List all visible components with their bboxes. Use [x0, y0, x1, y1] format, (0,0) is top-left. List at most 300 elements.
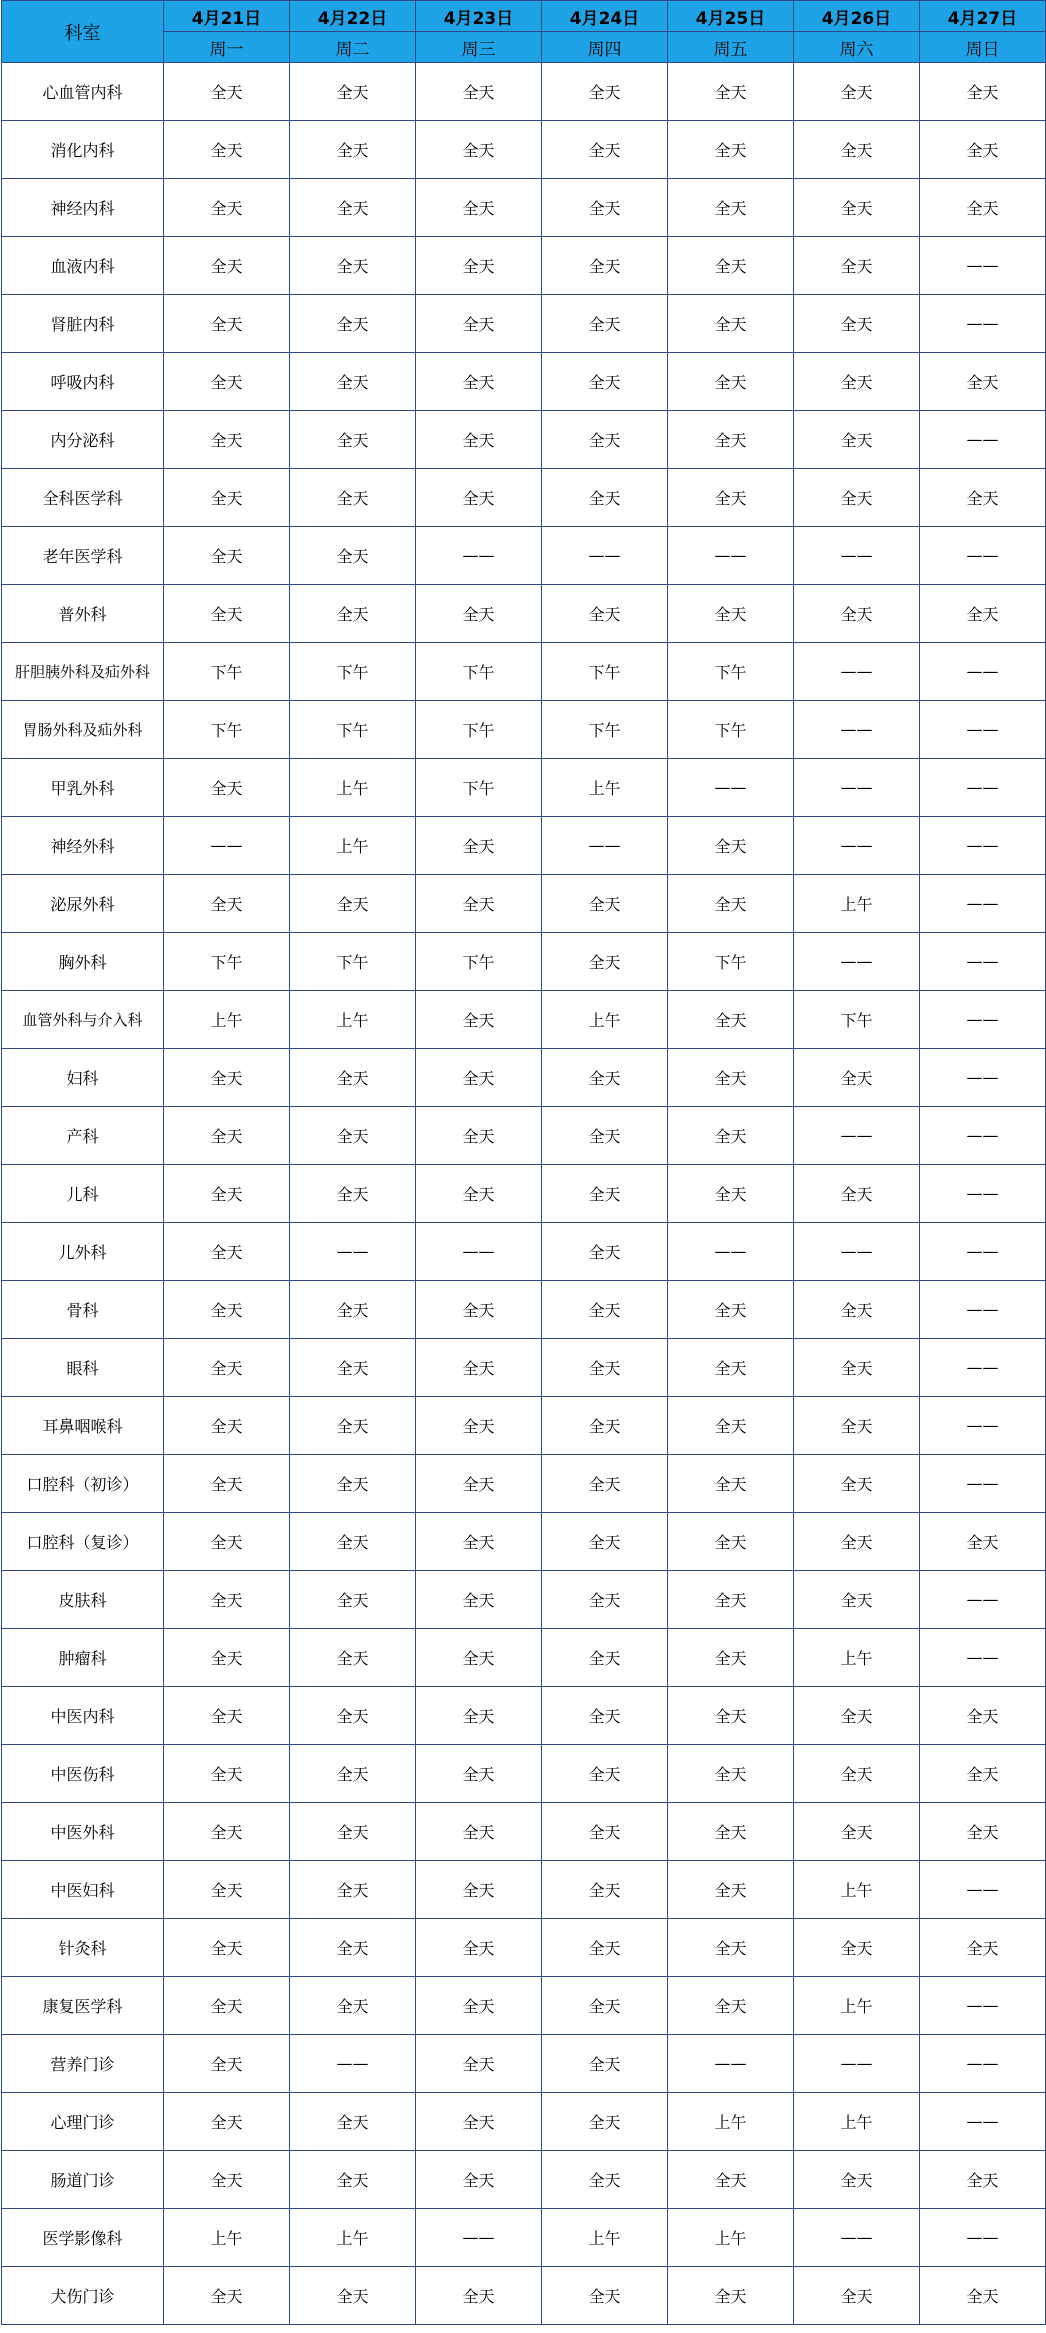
- schedule-cell: 全天: [542, 1571, 668, 1629]
- schedule-cell: 全天: [668, 1281, 794, 1339]
- schedule-cell: ——: [794, 2209, 920, 2267]
- schedule-cell: 全天: [542, 1629, 668, 1687]
- schedule-cell: 全天: [164, 1687, 290, 1745]
- schedule-cell: 全天: [416, 817, 542, 875]
- schedule-cell: 全天: [164, 1803, 290, 1861]
- table-row: [2, 1629, 1046, 1687]
- schedule-cell: 全天: [668, 1803, 794, 1861]
- schedule-cell: 全天: [794, 295, 920, 353]
- department-name: 肝胆胰外科及疝外科: [2, 643, 164, 701]
- schedule-cell: 全天: [290, 353, 416, 411]
- schedule-cell: 全天: [416, 237, 542, 295]
- table-row: [2, 759, 1046, 817]
- schedule-cell: 全天: [920, 1687, 1046, 1745]
- schedule-cell: 全天: [668, 353, 794, 411]
- schedule-cell: 全天: [290, 2093, 416, 2151]
- schedule-cell: 全天: [290, 295, 416, 353]
- schedule-cell: ——: [794, 759, 920, 817]
- table-row: [2, 295, 1046, 353]
- schedule-cell: 全天: [164, 237, 290, 295]
- schedule-cell: 全天: [668, 295, 794, 353]
- schedule-cell: 上午: [542, 759, 668, 817]
- schedule-cell: 全天: [542, 1223, 668, 1281]
- date-header: 4月21日: [164, 1, 290, 32]
- schedule-cell: 全天: [290, 2151, 416, 2209]
- schedule-cell: 上午: [794, 1861, 920, 1919]
- table-row: [2, 817, 1046, 875]
- table-row: [2, 1223, 1046, 1281]
- table-body: [2, 63, 1046, 2325]
- schedule-cell: ——: [542, 817, 668, 875]
- schedule-cell: 全天: [290, 585, 416, 643]
- schedule-cell: ——: [920, 2093, 1046, 2151]
- schedule-cell: 全天: [668, 585, 794, 643]
- department-name: 中医妇科: [2, 1861, 164, 1919]
- schedule-cell: 全天: [794, 2151, 920, 2209]
- schedule-cell: 全天: [164, 1977, 290, 2035]
- department-name: 神经内科: [2, 179, 164, 237]
- department-name: 全科医学科: [2, 469, 164, 527]
- schedule-cell: 全天: [290, 1629, 416, 1687]
- department-name: 肾脏内科: [2, 295, 164, 353]
- schedule-cell: ——: [920, 411, 1046, 469]
- schedule-cell: 全天: [668, 1919, 794, 1977]
- schedule-cell: 全天: [290, 469, 416, 527]
- schedule-cell: 全天: [920, 585, 1046, 643]
- schedule-cell: 全天: [794, 1571, 920, 1629]
- schedule-cell: 全天: [416, 1919, 542, 1977]
- table-row: [2, 1281, 1046, 1339]
- schedule-cell: 全天: [416, 1049, 542, 1107]
- schedule-cell: 全天: [164, 179, 290, 237]
- schedule-cell: 下午: [668, 643, 794, 701]
- schedule-cell: 全天: [542, 63, 668, 121]
- schedule-cell: 全天: [542, 1687, 668, 1745]
- schedule-cell: 全天: [416, 63, 542, 121]
- schedule-cell: 全天: [164, 1049, 290, 1107]
- schedule-cell: 全天: [920, 63, 1046, 121]
- table-row: [2, 2035, 1046, 2093]
- schedule-cell: ——: [920, 1223, 1046, 1281]
- schedule-cell: 全天: [416, 1861, 542, 1919]
- schedule-cell: ——: [920, 2035, 1046, 2093]
- schedule-cell: 上午: [290, 991, 416, 1049]
- schedule-cell: 全天: [542, 1861, 668, 1919]
- department-column-header: 科室: [2, 1, 164, 63]
- table-row: [2, 585, 1046, 643]
- department-name: 中医伤科: [2, 1745, 164, 1803]
- table-row: [2, 1397, 1046, 1455]
- schedule-cell: 下午: [164, 933, 290, 991]
- schedule-cell: 下午: [416, 643, 542, 701]
- schedule-cell: 全天: [920, 179, 1046, 237]
- weekday-header: 周三: [416, 32, 542, 63]
- schedule-cell: 全天: [542, 2151, 668, 2209]
- department-name: 内分泌科: [2, 411, 164, 469]
- schedule-cell: 全天: [164, 585, 290, 643]
- schedule-cell: 全天: [794, 1803, 920, 1861]
- schedule-cell: 下午: [416, 759, 542, 817]
- schedule-cell: 全天: [164, 2093, 290, 2151]
- schedule-cell: 全天: [920, 2151, 1046, 2209]
- schedule-cell: 全天: [794, 121, 920, 179]
- schedule-cell: 全天: [542, 469, 668, 527]
- table-row: [2, 353, 1046, 411]
- schedule-cell: 全天: [164, 1919, 290, 1977]
- schedule-cell: 全天: [794, 1165, 920, 1223]
- table-row: [2, 933, 1046, 991]
- table-row: [2, 2209, 1046, 2267]
- table-row: [2, 237, 1046, 295]
- table-row: [2, 1745, 1046, 1803]
- schedule-cell: 全天: [668, 1861, 794, 1919]
- table-row: [2, 2093, 1046, 2151]
- schedule-cell: 全天: [416, 411, 542, 469]
- schedule-cell: ——: [794, 817, 920, 875]
- table-row: [2, 1049, 1046, 1107]
- department-name: 肠道门诊: [2, 2151, 164, 2209]
- schedule-cell: 上午: [668, 2093, 794, 2151]
- schedule-cell: 下午: [164, 701, 290, 759]
- schedule-cell: 全天: [542, 1339, 668, 1397]
- schedule-cell: ——: [920, 991, 1046, 1049]
- schedule-cell: ——: [920, 295, 1046, 353]
- schedule-cell: 全天: [794, 63, 920, 121]
- schedule-cell: 上午: [164, 2209, 290, 2267]
- schedule-cell: 全天: [164, 875, 290, 933]
- outpatient-schedule-table: [1, 0, 1046, 2325]
- schedule-cell: 全天: [668, 237, 794, 295]
- schedule-cell: 下午: [668, 701, 794, 759]
- schedule-cell: 全天: [542, 1397, 668, 1455]
- schedule-cell: 下午: [542, 701, 668, 759]
- schedule-cell: 全天: [668, 2267, 794, 2325]
- table-row: [2, 63, 1046, 121]
- schedule-cell: 下午: [416, 933, 542, 991]
- schedule-cell: ——: [290, 2035, 416, 2093]
- schedule-cell: 全天: [416, 1339, 542, 1397]
- department-name: 骨科: [2, 1281, 164, 1339]
- schedule-cell: 全天: [794, 1049, 920, 1107]
- schedule-cell: 全天: [542, 237, 668, 295]
- schedule-cell: 全天: [290, 2267, 416, 2325]
- schedule-cell: 全天: [920, 353, 1046, 411]
- schedule-cell: 全天: [542, 2035, 668, 2093]
- table-row: [2, 1919, 1046, 1977]
- department-name: 心血管内科: [2, 63, 164, 121]
- schedule-cell: 全天: [542, 411, 668, 469]
- schedule-cell: 全天: [542, 1745, 668, 1803]
- department-name: 普外科: [2, 585, 164, 643]
- schedule-cell: 全天: [920, 1513, 1046, 1571]
- table-row: [2, 701, 1046, 759]
- schedule-cell: ——: [920, 875, 1046, 933]
- schedule-cell: 上午: [290, 817, 416, 875]
- department-name: 营养门诊: [2, 2035, 164, 2093]
- schedule-cell: 全天: [920, 1919, 1046, 1977]
- table-row: [2, 643, 1046, 701]
- table-row: [2, 1513, 1046, 1571]
- table-row: [2, 1687, 1046, 1745]
- schedule-cell: 全天: [920, 121, 1046, 179]
- schedule-cell: 全天: [668, 1629, 794, 1687]
- schedule-cell: 上午: [542, 2209, 668, 2267]
- table-row: [2, 469, 1046, 527]
- schedule-cell: 全天: [290, 1513, 416, 1571]
- schedule-cell: 全天: [416, 469, 542, 527]
- department-name: 甲乳外科: [2, 759, 164, 817]
- schedule-cell: 全天: [164, 1455, 290, 1513]
- department-name: 眼科: [2, 1339, 164, 1397]
- schedule-cell: 全天: [290, 1745, 416, 1803]
- schedule-cell: ——: [794, 933, 920, 991]
- schedule-cell: 全天: [668, 1687, 794, 1745]
- schedule-cell: ——: [794, 643, 920, 701]
- department-name: 心理门诊: [2, 2093, 164, 2151]
- schedule-cell: 全天: [542, 875, 668, 933]
- schedule-cell: 全天: [794, 353, 920, 411]
- schedule-cell: 全天: [668, 1397, 794, 1455]
- schedule-cell: ——: [920, 237, 1046, 295]
- schedule-cell: 全天: [164, 295, 290, 353]
- schedule-cell: ——: [920, 1049, 1046, 1107]
- schedule-cell: 下午: [668, 933, 794, 991]
- table-row: [2, 1571, 1046, 1629]
- schedule-cell: 全天: [290, 63, 416, 121]
- table-row: [2, 179, 1046, 237]
- schedule-cell: 全天: [794, 1397, 920, 1455]
- schedule-cell: 全天: [164, 1339, 290, 1397]
- schedule-cell: 下午: [794, 991, 920, 1049]
- schedule-cell: 全天: [290, 1803, 416, 1861]
- schedule-cell: 全天: [794, 179, 920, 237]
- department-name: 针灸科: [2, 1919, 164, 1977]
- schedule-cell: 全天: [794, 1513, 920, 1571]
- schedule-cell: 全天: [668, 1107, 794, 1165]
- table-row: [2, 1339, 1046, 1397]
- schedule-cell: ——: [794, 2035, 920, 2093]
- date-header: 4月22日: [290, 1, 416, 32]
- schedule-cell: 全天: [416, 1513, 542, 1571]
- schedule-cell: 全天: [290, 1571, 416, 1629]
- schedule-cell: 全天: [920, 1745, 1046, 1803]
- schedule-cell: 全天: [416, 1571, 542, 1629]
- schedule-cell: 全天: [416, 1629, 542, 1687]
- schedule-cell: 全天: [164, 1629, 290, 1687]
- table-row: [2, 991, 1046, 1049]
- table-row: [2, 411, 1046, 469]
- date-header: 4月26日: [794, 1, 920, 32]
- schedule-cell: ——: [920, 759, 1046, 817]
- schedule-cell: 全天: [794, 1687, 920, 1745]
- schedule-cell: 全天: [920, 2267, 1046, 2325]
- schedule-cell: ——: [668, 1223, 794, 1281]
- schedule-cell: 全天: [416, 1687, 542, 1745]
- schedule-cell: 全天: [542, 2093, 668, 2151]
- weekday-header: 周五: [668, 32, 794, 63]
- schedule-cell: 全天: [416, 875, 542, 933]
- schedule-cell: 全天: [542, 1049, 668, 1107]
- schedule-cell: 全天: [668, 121, 794, 179]
- department-name: 康复医学科: [2, 1977, 164, 2035]
- department-name: 老年医学科: [2, 527, 164, 585]
- table-row: [2, 121, 1046, 179]
- schedule-cell: 全天: [164, 759, 290, 817]
- schedule-cell: ——: [920, 643, 1046, 701]
- department-name: 肿瘤科: [2, 1629, 164, 1687]
- schedule-cell: ——: [920, 1107, 1046, 1165]
- schedule-cell: 全天: [542, 1281, 668, 1339]
- department-name: 口腔科（复诊）: [2, 1513, 164, 1571]
- schedule-cell: 下午: [164, 643, 290, 701]
- schedule-cell: 全天: [290, 1397, 416, 1455]
- date-header-row: [2, 1, 1046, 32]
- schedule-cell: 全天: [668, 1513, 794, 1571]
- schedule-cell: 全天: [164, 527, 290, 585]
- schedule-cell: 全天: [290, 1281, 416, 1339]
- schedule-cell: 上午: [794, 1977, 920, 2035]
- schedule-cell: 全天: [164, 411, 290, 469]
- department-name: 产科: [2, 1107, 164, 1165]
- department-name: 耳鼻咽喉科: [2, 1397, 164, 1455]
- schedule-cell: 全天: [668, 469, 794, 527]
- schedule-cell: ——: [920, 1977, 1046, 2035]
- department-name: 血液内科: [2, 237, 164, 295]
- date-header: 4月27日: [920, 1, 1046, 32]
- schedule-cell: 全天: [668, 1745, 794, 1803]
- schedule-cell: ——: [668, 759, 794, 817]
- schedule-cell: 全天: [164, 63, 290, 121]
- schedule-cell: 全天: [668, 817, 794, 875]
- schedule-cell: 下午: [290, 701, 416, 759]
- department-name: 口腔科（初诊）: [2, 1455, 164, 1513]
- department-name: 呼吸内科: [2, 353, 164, 411]
- schedule-cell: 全天: [416, 2267, 542, 2325]
- schedule-cell: 全天: [290, 1977, 416, 2035]
- schedule-cell: 全天: [542, 353, 668, 411]
- schedule-cell: 全天: [542, 121, 668, 179]
- schedule-cell: 全天: [416, 585, 542, 643]
- schedule-cell: 全天: [164, 469, 290, 527]
- schedule-cell: ——: [668, 527, 794, 585]
- department-name: 胃肠外科及疝外科: [2, 701, 164, 759]
- schedule-cell: 全天: [542, 1107, 668, 1165]
- schedule-cell: 全天: [794, 1919, 920, 1977]
- schedule-cell: 全天: [290, 1687, 416, 1745]
- department-name: 中医外科: [2, 1803, 164, 1861]
- schedule-cell: 下午: [290, 933, 416, 991]
- schedule-cell: 全天: [794, 411, 920, 469]
- schedule-cell: 全天: [416, 1977, 542, 2035]
- schedule-cell: 上午: [794, 875, 920, 933]
- schedule-cell: ——: [920, 527, 1046, 585]
- department-name: 医学影像科: [2, 2209, 164, 2267]
- schedule-cell: 全天: [416, 1397, 542, 1455]
- schedule-cell: ——: [794, 1223, 920, 1281]
- schedule-cell: 全天: [416, 1107, 542, 1165]
- department-name: 皮肤科: [2, 1571, 164, 1629]
- schedule-cell: 全天: [542, 933, 668, 991]
- schedule-cell: ——: [920, 1339, 1046, 1397]
- schedule-cell: 全天: [164, 353, 290, 411]
- weekday-header: 周二: [290, 32, 416, 63]
- schedule-cell: 全天: [794, 1745, 920, 1803]
- schedule-cell: ——: [794, 701, 920, 759]
- schedule-cell: 全天: [668, 411, 794, 469]
- schedule-cell: 全天: [290, 1107, 416, 1165]
- schedule-cell: 上午: [290, 759, 416, 817]
- schedule-cell: 全天: [416, 1455, 542, 1513]
- schedule-cell: 全天: [416, 353, 542, 411]
- schedule-cell: 全天: [668, 1455, 794, 1513]
- schedule-cell: 上午: [794, 2093, 920, 2151]
- schedule-cell: ——: [920, 701, 1046, 759]
- table-row: [2, 1107, 1046, 1165]
- table-row: [2, 1455, 1046, 1513]
- schedule-cell: 全天: [668, 875, 794, 933]
- schedule-cell: 全天: [794, 469, 920, 527]
- schedule-cell: ——: [290, 1223, 416, 1281]
- schedule-cell: 全天: [290, 1861, 416, 1919]
- department-name: 消化内科: [2, 121, 164, 179]
- schedule-cell: 全天: [164, 2267, 290, 2325]
- schedule-cell: 全天: [164, 1281, 290, 1339]
- schedule-cell: 全天: [290, 411, 416, 469]
- department-name: 泌尿外科: [2, 875, 164, 933]
- schedule-cell: 全天: [668, 1165, 794, 1223]
- table-row: [2, 2151, 1046, 2209]
- schedule-cell: ——: [794, 527, 920, 585]
- schedule-cell: 全天: [920, 469, 1046, 527]
- schedule-cell: ——: [668, 2035, 794, 2093]
- schedule-cell: 全天: [794, 237, 920, 295]
- schedule-cell: 全天: [164, 1571, 290, 1629]
- schedule-cell: 全天: [668, 1977, 794, 2035]
- schedule-cell: 全天: [794, 2267, 920, 2325]
- schedule-cell: 全天: [416, 991, 542, 1049]
- schedule-cell: 全天: [794, 585, 920, 643]
- schedule-cell: 上午: [794, 1629, 920, 1687]
- department-name: 血管外科与介入科: [2, 991, 164, 1049]
- schedule-cell: 上午: [542, 991, 668, 1049]
- schedule-cell: ——: [920, 1455, 1046, 1513]
- schedule-cell: 全天: [668, 991, 794, 1049]
- schedule-cell: 下午: [542, 643, 668, 701]
- table-row: [2, 1165, 1046, 1223]
- schedule-cell: 全天: [542, 295, 668, 353]
- schedule-cell: 全天: [416, 121, 542, 179]
- department-name: 神经外科: [2, 817, 164, 875]
- department-name: 中医内科: [2, 1687, 164, 1745]
- schedule-cell: 全天: [290, 237, 416, 295]
- schedule-cell: 全天: [164, 1165, 290, 1223]
- schedule-cell: 全天: [416, 295, 542, 353]
- schedule-cell: 全天: [164, 1745, 290, 1803]
- weekday-header: 周四: [542, 32, 668, 63]
- schedule-cell: 全天: [542, 1513, 668, 1571]
- schedule-cell: 下午: [416, 701, 542, 759]
- date-header: 4月23日: [416, 1, 542, 32]
- table-row: [2, 1803, 1046, 1861]
- table-row: [2, 875, 1046, 933]
- schedule-cell: ——: [920, 1629, 1046, 1687]
- department-name: 儿外科: [2, 1223, 164, 1281]
- schedule-cell: 全天: [164, 2151, 290, 2209]
- schedule-cell: 全天: [542, 1455, 668, 1513]
- schedule-cell: ——: [920, 1571, 1046, 1629]
- table-row: [2, 2267, 1046, 2325]
- schedule-cell: 全天: [290, 527, 416, 585]
